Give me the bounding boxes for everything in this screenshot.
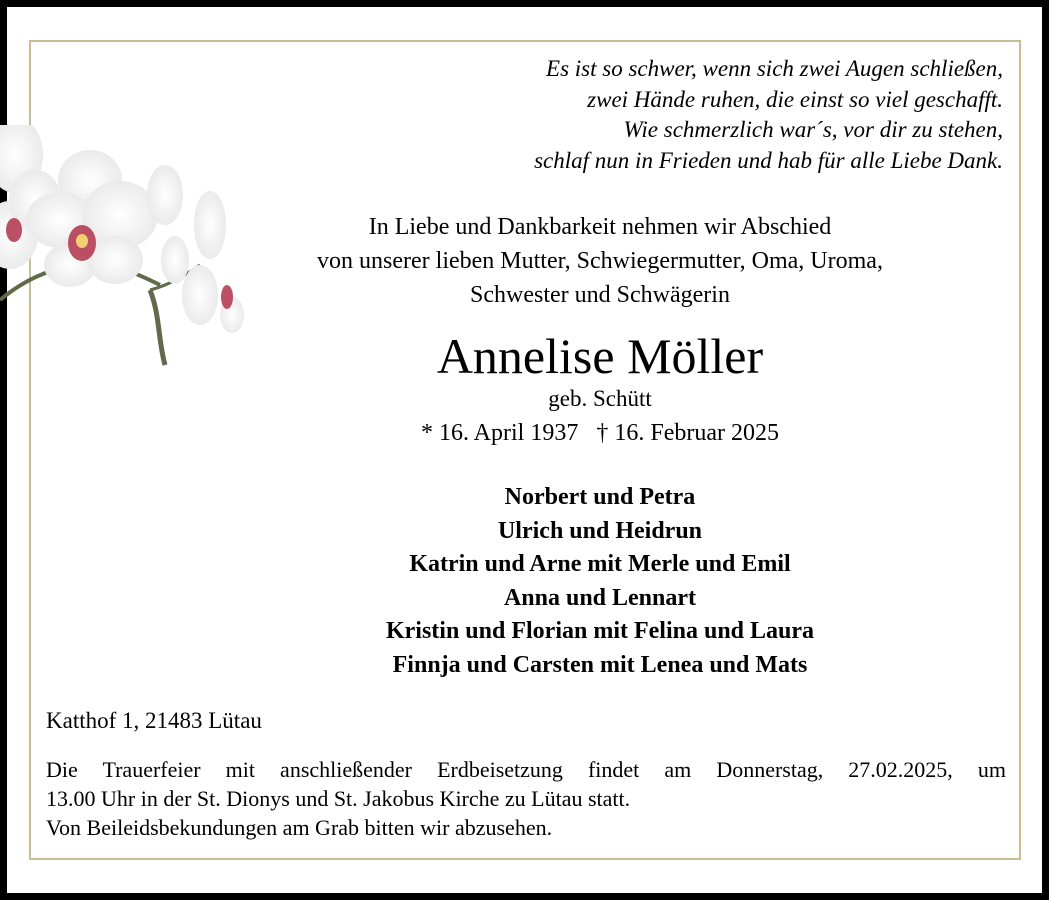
- mourner-line: Finnja und Carsten mit Lenea und Mats: [392, 651, 808, 678]
- poem-line: Wie schmerzlich war´s, vor dir zu stehen,: [623, 117, 1003, 142]
- notice-line: Von Beileidsbekundungen am Grab bitten wir abzusehen.: [46, 815, 553, 840]
- mourner-line: Anna und Lennart: [503, 584, 697, 611]
- birth-date: * 16. April 1937: [421, 420, 579, 446]
- mourner-line: Kristin und Florian mit Felina und Laura: [385, 618, 815, 644]
- poem-line: zwei Hände ruhen, die einst so viel geschafft.: [587, 86, 1003, 112]
- intro-line: Schwester und Schwägerin: [470, 282, 730, 308]
- deceased-name: Annelise Möller: [436, 328, 764, 384]
- death-date: † 16. Februar 2025: [596, 420, 779, 446]
- poem-line: Es ist so schwer, wenn sich zwei Augen schließen,: [546, 56, 1003, 81]
- farewell-intro: [200, 210, 1000, 312]
- mourner-line: Katrin und Arne mit Merle und Emil: [409, 551, 791, 577]
- mourner-line: Norbert und Petra: [504, 484, 696, 510]
- funeral-notice: [46, 755, 1006, 842]
- notice-line: Die Trauerfeier mit anschließender Erdbeisetzung findet am Donnerstag, 27.02.2025, um: [46, 757, 1006, 782]
- notice-line: 13.00 Uhr in der St. Dionys und St. Jakobus Kirche zu Lütau statt.: [46, 786, 631, 811]
- intro-line: von unserer lieben Mutter, Schwiegermutter, Oma, Uroma,: [317, 248, 883, 274]
- mourners-list: [200, 481, 1000, 682]
- birth-name: geb. Schütt: [548, 386, 652, 411]
- life-dates: [200, 418, 1000, 448]
- poem-line: schlaf nun in Frieden und hab für alle Liebe Dank.: [534, 147, 1003, 173]
- poem-verse: [534, 54, 1003, 176]
- intro-line: In Liebe und Dankbarkeit nehmen wir Abschied: [368, 214, 832, 240]
- mourning-address: Katthof 1, 21483 Lütau: [46, 708, 262, 733]
- mourner-line: Ulrich und Heidrun: [497, 517, 703, 544]
